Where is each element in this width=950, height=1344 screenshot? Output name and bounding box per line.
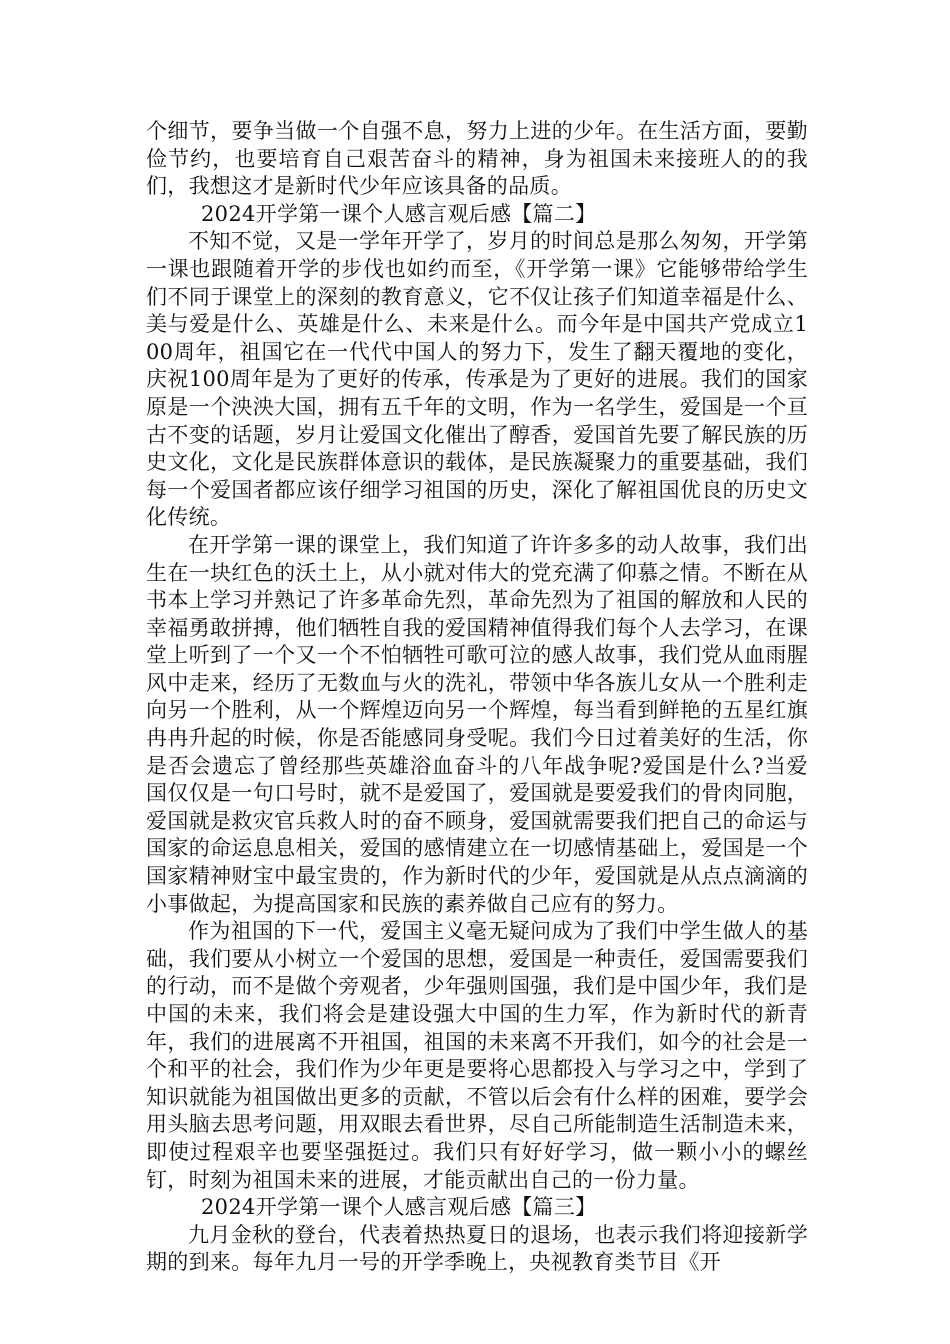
document-body (146, 118, 808, 1277)
paragraph-part-three-first: 九月金秋的登台，代表着热热夏日的退场，也表示我们将迎接新学期的到来。每年九月一号的开学季晚上，央视教育类节目《开 (146, 1222, 808, 1275)
section-heading-part-three: 2024开学第一课个人感言观后感【篇三】 (201, 1195, 597, 1220)
paragraph-intro-continuation: 个细节，要争当做一个自强不息，努力上进的少年。在生活方面，要勤俭节约，也要培育自己艰苦奋斗的精神，身为祖国未来接班人的的我们，我想这才是新时代少年应该具备的品质。 (146, 119, 808, 199)
paragraph-part-two-second: 在开学第一课的课堂上，我们知道了许许多多的动人故事，我们出生在一块红色的沃土上，从小就对伟大的党充满了仰慕之情。不断在从书本上学习并熟记了许多革命先烈，革命先烈为了祖国的解放和人民的幸福勇敢拼搏，他们牺牲自我的爱国精神值得我们每个人去学习，在课堂上听到了一个又一个不怕牺牲可歌可泣的感人故事，我们党从血雨腥风中走来，经历了无数血与火的洗礼，带领中华各族儿女从一个胜利走向另一个胜利，从一个辉煌迈向另一个辉煌，每当看到鲜艳的五星红旗冉冉升起的时候，你是否能感同身受呢。我们今日过着美好的生活，你是否会遗忘了曾经那些英雄浴血奋斗的八年战争呢?爱国是什么?当爱国仅仅是一句口号时，就不是爱国了，爱国就是要爱我们的骨肉同胞，爱国就是救灾官兵救人时的奋不顾身，爱国就需要我们把自己的命运与国家的命运息息相关，爱国的感情建立在一切感情基础上，爱国是一个国家精神财宝中最宝贵的，作为新时代的少年，爱国就是从点点滴滴的小事做起，为提高国家和民族的素养做自己应有的努力。 (146, 532, 808, 916)
paragraph-part-two-first: 不知不觉，又是一学年开学了，岁月的时间总是那么匆匆，开学第一课也跟随着开学的步伐也如约而至，《开学第一课》它能够带给学生们不同于课堂上的深刻的教育意义，它不仅让孩子们知道幸福是什么、美与爱是什么、英雄是什么、未来是什么。而今年是中国共产党成立100周年，祖国它在一代代中国人的努力下，发生了翻天覆地的变化，庆祝100周年是为了更好的传承，传承是为了更好的进展。我们的国家原是一个泱泱大国，拥有五千年的文明，作为一名学生，爱国是一个亘古不变的话题，岁月让爱国文化催出了醇香，爱国首先要了解民族的历史文化，文化是民族群体意识的载体，是民族凝聚力的重要基础，我们每一个爱国者都应该仔细学习祖国的历史，深化了解祖国优良的历史文化传统。 (146, 229, 808, 530)
paragraph-part-two-third: 作为祖国的下一代，爱国主义毫无疑问成为了我们中学生做人的基础，我们要从小树立一个爱国的思想，爱国是一种责任，爱国需要我们的行动，而不是做个旁观者，少年强则国强，我们是中国少年，我们是中国的未来，我们将会是建设强大中国的生力军，作为新时代的新青年，我们的进展离不开祖国，祖国的未来离不开我们，如今的社会是一个和平的社会，我们作为少年更是要将心思都投入与学习之中，学到了知识就能为祖国做出更多的贡献，不管以后会有什么样的困难，要学会用头脑去思考问题，用双眼去看世界，尽自己所能制造生活制造未来，即使过程艰辛也要坚强挺过。我们只有好好学习，做一颗小小的螺丝钉，时刻为祖国未来的进展，才能贡献出自己的一份力量。 (146, 919, 808, 1192)
section-heading-part-two: 2024开学第一课个人感言观后感【篇二】 (201, 201, 597, 226)
